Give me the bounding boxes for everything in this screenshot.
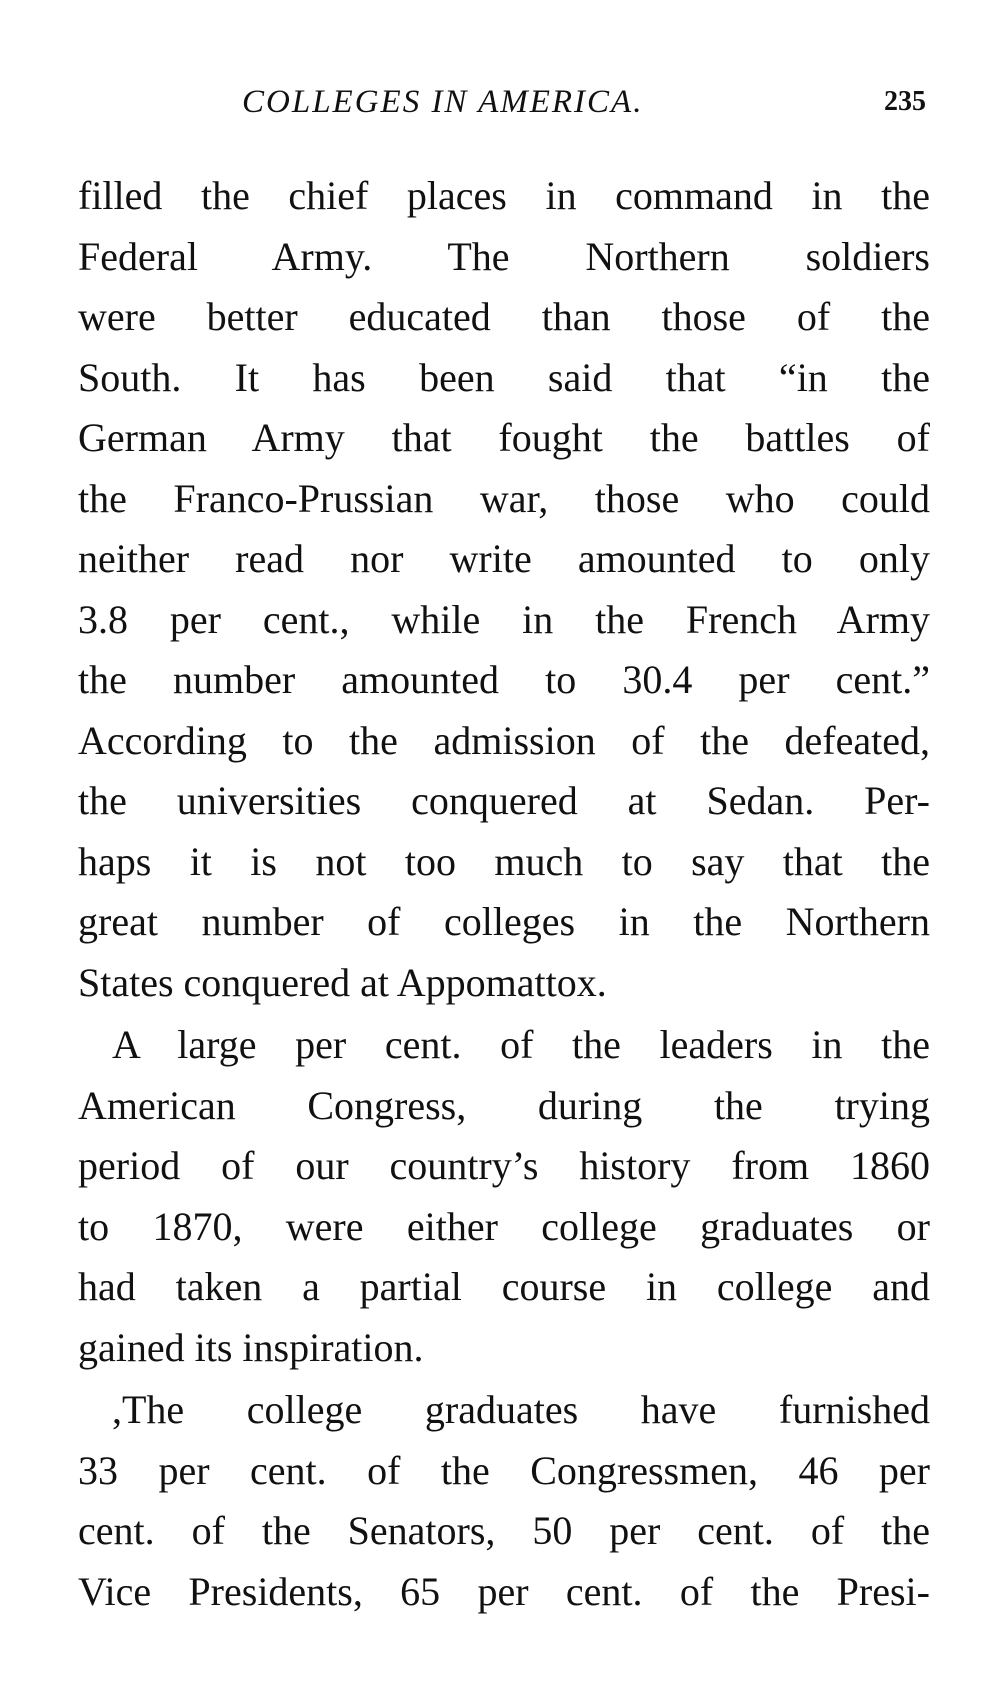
text-line: ,The college graduates have furnished: [112, 1387, 930, 1432]
text-line: 3.8 per cent., while in the French Army: [78, 596, 930, 642]
text-line: Federal Army. The Northern soldiers: [78, 233, 930, 279]
text-line: 33 per cent. of the Congressmen, 46 per: [78, 1447, 930, 1493]
running-head: [78, 80, 930, 124]
text-line: the Franco-Prussian war, those who could: [78, 475, 930, 521]
text-line: period of our country’s history from 1860: [78, 1143, 930, 1188]
text-line: neither read nor write amounted to only: [78, 536, 930, 581]
text-line: great number of colleges in the Northern: [78, 899, 930, 944]
text-line: A large per cent. of the leaders in the: [112, 1022, 930, 1067]
text-line: were better educated than those of the: [78, 294, 930, 339]
running-title: COLLEGES IN AMERICA.: [242, 84, 644, 120]
text-line: States conquered at Appomattox.: [78, 959, 607, 1005]
text-line: Vice Presidents, 65 per cent. of the Presi-: [78, 1568, 930, 1614]
body-text: [78, 166, 930, 1622]
text-line: German Army that fought the battles of: [78, 415, 930, 460]
text-line: the universities conquered at Sedan. Per-: [78, 778, 930, 823]
text-line: According to the admission of the defeated,: [78, 717, 930, 763]
text-line: filled the chief places in command in the: [78, 173, 930, 218]
text-line: South. It has been said that “in the: [78, 354, 930, 400]
text-line: the number amounted to 30.4 per cent.”: [78, 657, 930, 702]
text-line: gained its inspiration.: [78, 1324, 424, 1370]
text-line: haps it is not too much to say that the: [78, 838, 930, 884]
text-line: to 1870, were either college graduates or: [78, 1203, 930, 1249]
text-line: cent. of the Senators, 50 per cent. of the: [78, 1508, 930, 1553]
page-number: 235: [884, 86, 926, 117]
text-line: American Congress, during the trying: [78, 1082, 930, 1128]
text-line: had taken a partial course in college and: [78, 1264, 930, 1309]
